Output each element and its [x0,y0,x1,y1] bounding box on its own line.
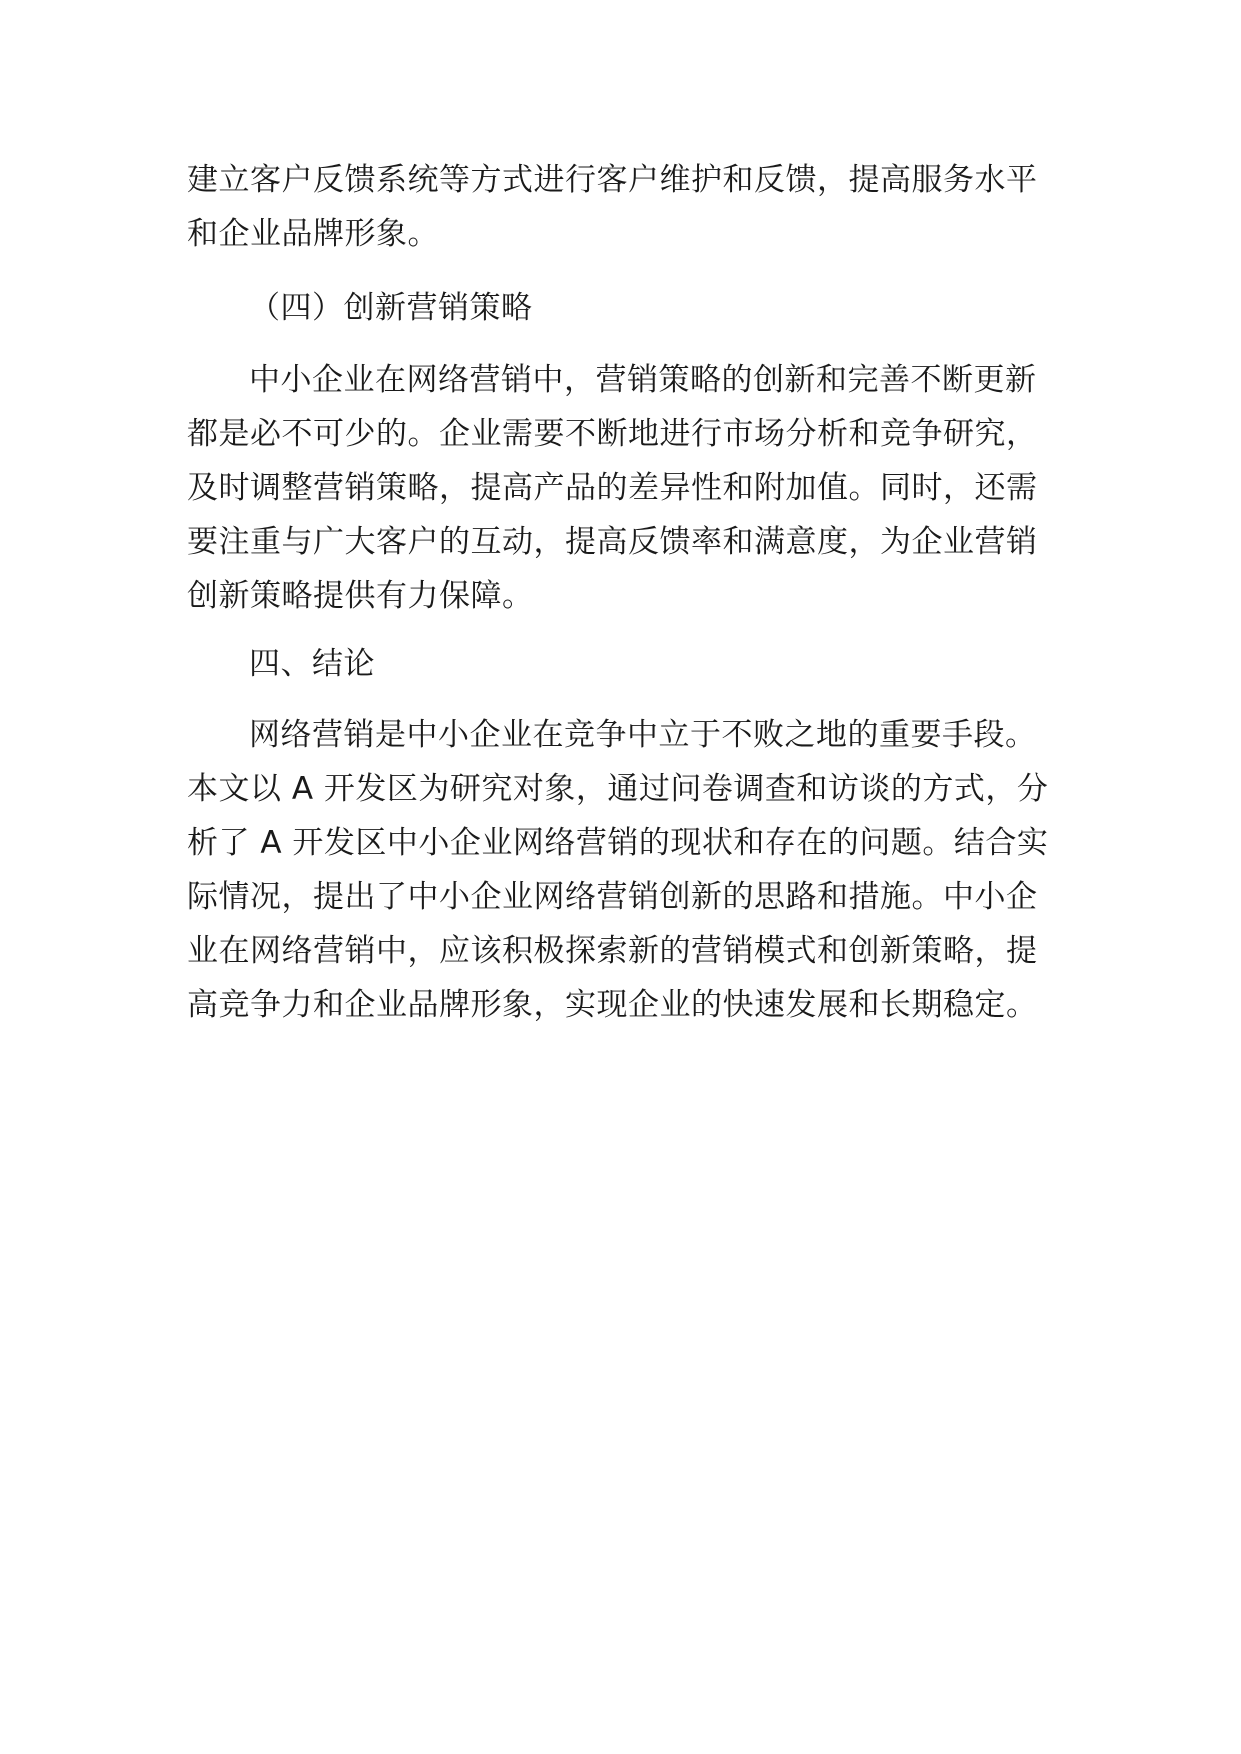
paragraph-line: 创新策略提供有力保障。 [187,578,534,614]
paragraph-line: 中小企业在网络营销中，营销策略的创新和完善不断更新 [249,362,1037,398]
paragraph-line: 都是必不可少的。企业需要不断地进行市场分析和竞争研究， [187,416,1038,452]
paragraph-line: 和企业品牌形象。 [187,216,439,252]
paragraph-line: 业在网络营销中，应该积极探索新的营销模式和创新策略，提 [187,933,1038,969]
paragraph-conclusion [187,708,1049,1032]
section-heading-text: 四、结论 [249,646,375,682]
paragraph-line: 网络营销是中小企业在竞争中立于不败之地的重要手段。 [249,717,1037,753]
paragraph-line: 本文以 A 开发区为研究对象，通过问卷调查和访谈的方式，分 [187,771,1049,807]
section-four-heading [187,281,1032,335]
paragraph-continuation [187,153,1038,261]
paragraph-line: 际情况，提出了中小企业网络营销创新的思路和措施。中小企 [187,879,1038,915]
paragraph-strategy [187,353,1038,623]
section-heading-text: （四）创新营销策略 [249,290,533,326]
paragraph-line: 及时调整营销策略，提高产品的差异性和附加值。同时，还需 [187,470,1038,506]
paragraph-line: 高竞争力和企业品牌形象，实现企业的快速发展和长期稳定。 [187,987,1038,1023]
paragraph-line: 析了 A 开发区中小企业网络营销的现状和存在的问题。结合实 [187,825,1049,861]
paragraph-line: 要注重与广大客户的互动，提高反馈率和满意度，为企业营销 [187,524,1038,560]
paragraph-line: 建立客户反馈系统等方式进行客户维护和反馈，提高服务水平 [187,162,1038,198]
conclusion-heading [187,637,1032,691]
